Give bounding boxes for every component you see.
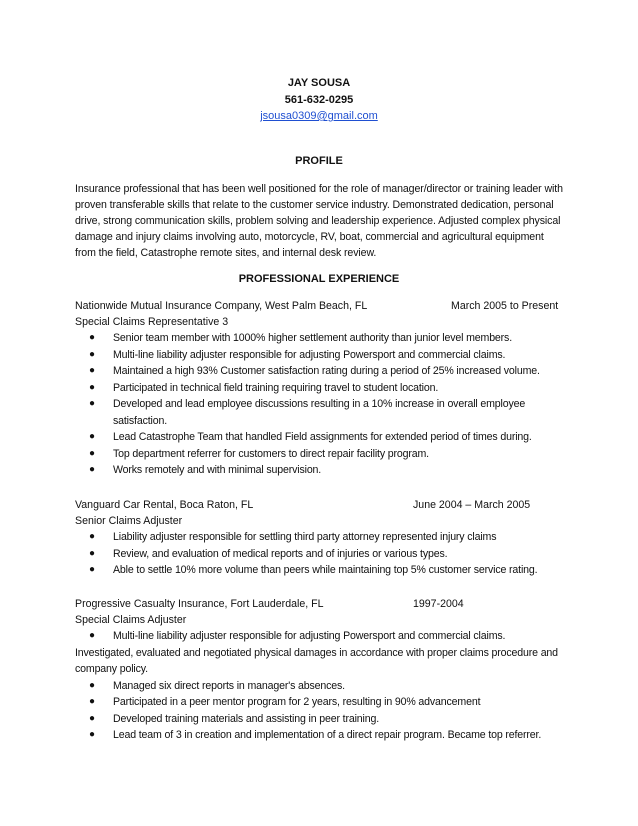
bullet-icon: ● [89,729,95,740]
list-item: ● Developed training materials and assisting in peer training. [75,711,565,728]
list-item: ● Maintained a high 93% Customer satisfaction rating during a period of 25% increased volume. [75,363,565,380]
job-duties-list [75,628,565,744]
bullet-icon: ● [89,365,95,376]
job-role: Special Claims Representative 3 [75,316,229,328]
bullet-icon: ● [89,447,95,459]
list-item: ● Multi-line liability adjuster responsible for adjusting Powersport and commercial claims. [75,347,565,364]
list-item: ● Senior team member with 1000% higher settlement authority than junior level members. [75,330,565,347]
job-role: Senior Claims Adjuster [75,515,183,527]
job-entry-progressive [75,596,565,744]
list-item: ● Works remotely and with minimal supervision. [75,462,565,479]
list-item: ● Liability adjuster responsible for settling third party attorney represented injury claims [75,529,565,546]
job-dates: June 2004 – March 2005 [413,499,531,511]
bullet-icon: ● [89,531,95,542]
job-dates: 1997-2004 [413,598,464,610]
candidate-email-link[interactable]: jsousa0309@gmail.com [260,110,378,122]
job-dates: March 2005 to Present [451,300,559,312]
bullet-icon: ● [89,679,95,691]
list-item: ● Lead team of 3 in creation and implementation of a direct repair program. Became top referrer. [75,727,565,744]
bullet-icon: ● [89,564,95,575]
experience-heading: PROFESSIONAL EXPERIENCE [238,273,400,285]
bullet-icon: ● [89,348,95,360]
bullet-icon: ● [89,431,95,442]
candidate-phone: 561-632-0295 [284,94,354,106]
list-item: ● Multi-line liability adjuster responsible for adjusting Powersport and commercial claims. [75,628,565,645]
bullet-icon: ● [89,696,95,707]
job-header [75,596,565,612]
profile-summary: Insurance professional that has been well positioned for the role of manager/director or training leader with proven transferable skills that relate to the customer service industry. Demonstrated dedication, personal drive, strong communication skills, problem solving and leadership experience. Adjusted complex physical damage and injury claims involving auto, motorcycle, RV, boat, commercial and agricultural equipment from the field, Catastrophe remote sites, and internal desk review. [75,183,563,259]
list-item: ● Top department referrer for customers to direct repair facility program. [75,446,565,463]
job-entry-nationwide [75,298,565,479]
job-duties-list [75,529,565,579]
profile-heading: PROFILE [295,155,343,167]
job-company: Vanguard Car Rental, Boca Raton, FL [75,499,254,511]
list-item: ● Managed six direct reports in manager's absences. [75,678,565,695]
list-item: ● Participated in technical field training requiring travel to student location. [75,380,565,397]
bullet-icon: ● [89,547,95,559]
job-header [75,298,565,314]
list-item: ● Able to settle 10% more volume than peers while maintaining top 5% customer service rating. [75,562,565,579]
bullet-icon: ● [89,332,95,343]
bullet-icon: ● [89,398,95,409]
list-item-continuation: Investigated, evaluated and negotiated physical damages in accordance with proper claims procedure and company policy. [75,646,558,675]
list-item: ● Participated in a peer mentor program for 2 years, resulting in 90% advancement [75,694,565,711]
list-item: ● Lead Catastrophe Team that handled Field assignments for extended period of times during. [75,429,565,446]
candidate-name: JAY SOUSA [287,77,351,89]
list-item: ● Developed and lead employee discussions resulting in a 10% increase in overall employee satisfaction. [89,398,526,427]
bullet-icon: ● [89,381,95,393]
job-duties-list [75,330,565,479]
bullet-icon: ● [89,630,95,641]
job-role: Special Claims Adjuster [75,614,187,626]
list-item: ● Review, and evaluation of medical reports and of injuries or various types. [75,546,565,563]
job-header [75,497,565,513]
bullet-icon: ● [89,712,95,724]
job-entry-vanguard [75,497,565,579]
bullet-icon: ● [89,464,95,475]
job-company: Progressive Casualty Insurance, Fort Lauderdale, FL [75,598,324,610]
job-company: Nationwide Mutual Insurance Company, West Palm Beach, FL [75,300,368,312]
